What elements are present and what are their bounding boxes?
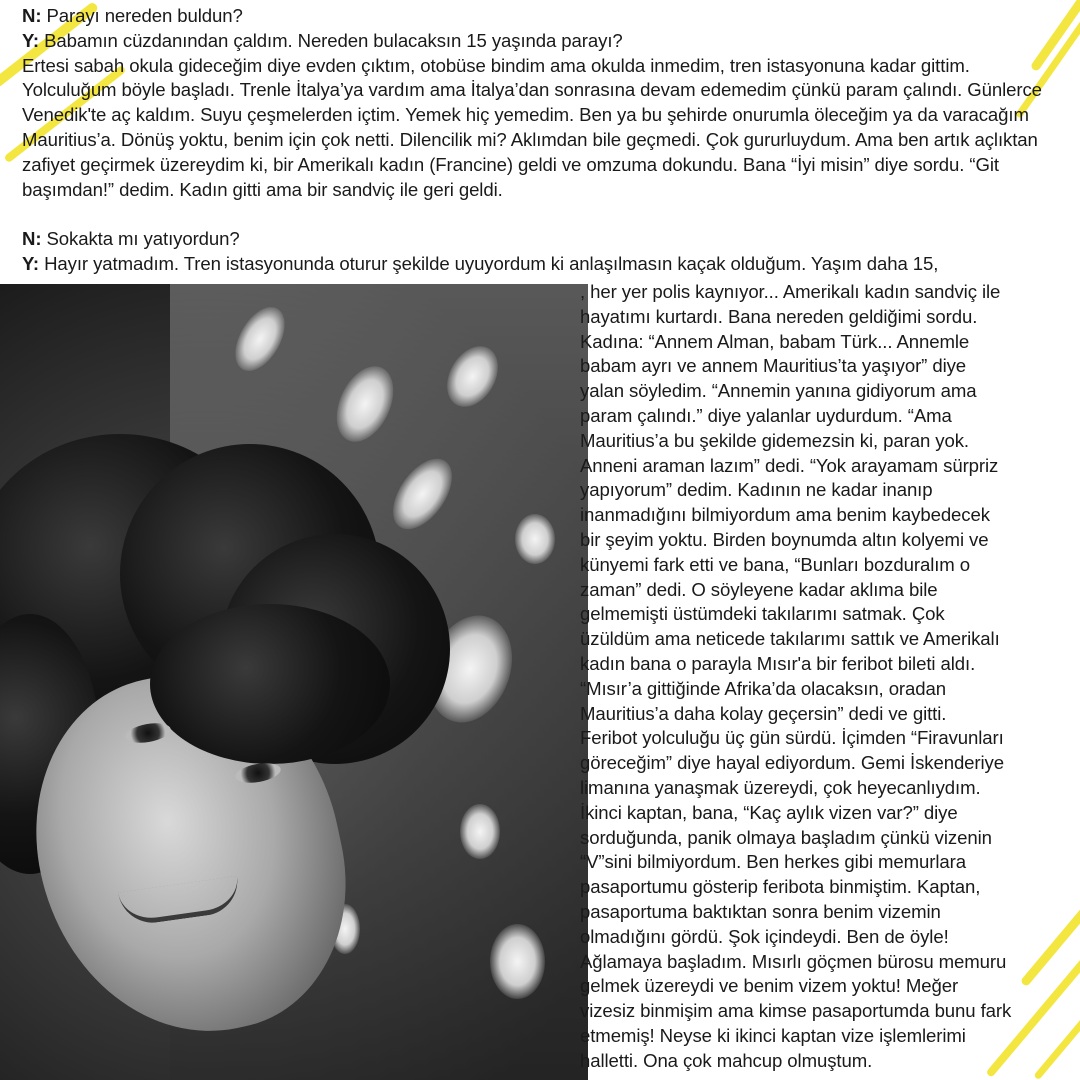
question-label: N: [22, 5, 42, 26]
question-text: Parayı nereden buldun? [41, 5, 243, 26]
answer-line [22, 29, 1062, 54]
question-text: Sokakta mı yatıyordun? [41, 228, 240, 250]
question-label: N: [22, 228, 42, 250]
question-line [22, 4, 1062, 29]
answer-text: Hayır yatmadım. Tren istasyonunda oturur şekilde uyuyordum ki anlaşılmasın kaçak olduğum. Yaşım daha 15, [39, 252, 939, 274]
answer-label: Y: [22, 29, 40, 51]
portrait-photo [0, 284, 588, 1080]
question-line [22, 227, 1062, 252]
answer-text: Babamın cüzdanından çaldım. Nereden bulacaksın 15 yaşında parayı? [39, 29, 623, 51]
answer-paragraph: Ertesi sabah okula gideceğim diye evden çıktım, otobüse bindim ama okulda inmedim, tren istasyonuna kadar gittim. Yolculuğum böyle başladı. Trenle İtalya’ya vardım ama İtalya’dan sonrasına devam edemedim çünkü param çalındı. Günlerce Venedik'te aç kaldım. Suyu çeşmelerden içtim. Yemek hiç yemedim. Ben ya bu şehirde onurumla öleceğim ya da varacağım Mauritius’a. Dönüş yoktu, benim için çok netti. Dilencilik mi? Aklımdan bile geçmedi. Çok gururluydum. Ama ben artık açlıktan zafiyet geçirmek üzereydim ki, bir Amerikalı kadın (Francine) geldi ve omzuma dokundu. Bana “İyi misin” diye sordu. “Git başımdan!” dedim. Kadın gitti ama bir sandviç ile geri geldi. [22, 54, 1042, 200]
answer-line [22, 252, 1062, 277]
answer-label: Y: [22, 252, 40, 274]
article-top-block [22, 4, 1062, 277]
article-continuation: , her yer polis kaynıyor... Amerikalı kadın sandviç ile hayatımı kurtardı. Bana nereden geldiğimi sordu. Kadına: “Annem Alman, babam Türk... Annemle babam ayrı ve annem Mauritius’ta yaşıyor” diye yalan söyledim. “Annemin yanına gidiyorum ama param çalındı.” diye yalanlar uydurdum. “Ama Mauritius’a bu şekilde gidemezsin ki, paran yok. Anneni araman lazım” dedi. “Yok arayamam sürpriz yapıyorum” dedim. Kadının ne kadar inanıp inanmadığını bilmiyordum ama benim kaybedecek bir şeyim yoktu. Birden boynumda altın kolyemi ve künyemi fark etti ve bana, “Bunları bozduralım o zaman” dedi. O söyleyene kadar aklıma bile gelmemişti üstümdeki takılarımı satmak. Çok üzüldüm ama neticede takılarımı sattık ve Amerikalı kadın bana o parayla Mısır'a bir feribot bileti aldı. “Mısır’a gittiğinde Afrika’da olacaksın, oradan Mauritius’a daha kolay geçersin” dedi ve gitti. Feribot yolculuğu üç gün sürdü. İçimden “Firavunları göreceğim” diye hayal ediyordum. Gemi İskenderiye limanına yanaşmak üzereydi, çok heyecanlıydım. İkinci kaptan, bana, “Kaç aylık vizen var?” diye sorduğunda, panik olmaya başladım çünkü vizenin “V”sini bilmiyordum. Ben herkes gibi memurlara pasaportumu gösterip feribota binmiştim. Kaptan, pasaportuma baktıktan sonra benim vizemin olmadığını gördü. Şok içindeydi. Ben de öyle! Ağlamaya başladım. Mısırlı göçmen bürosu memuru gelmek üzereydi ve benim vizem yoktu! Meğer vizesiz binmişim ama kimse pasaportumda bunu fark etmemiş! Neyse ki ikinci kaptan vize işlemlerimi halletti. Ona çok mahcup olmuştum. [580, 281, 1012, 1071]
